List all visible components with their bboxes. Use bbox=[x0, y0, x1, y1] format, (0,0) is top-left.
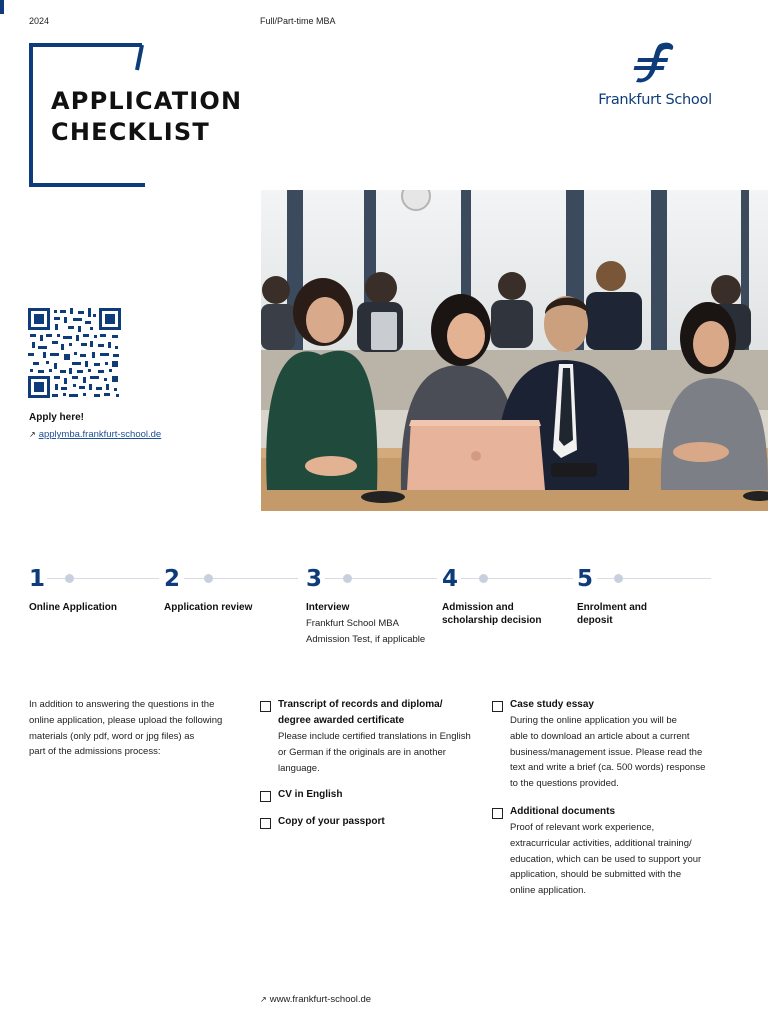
arrow-northeast-icon: ↗ bbox=[29, 430, 36, 439]
step-number: 5 bbox=[577, 566, 594, 592]
checklist-item-passport bbox=[260, 814, 485, 830]
checklist-item-title: Additional documents bbox=[510, 805, 615, 817]
step-dot bbox=[65, 574, 74, 583]
checklist-item-desc: Please include certified translations in English or German if the originals are in another language. bbox=[278, 731, 471, 774]
step-number: 1 bbox=[29, 566, 46, 592]
intro-text: In addition to answering the questions in the online application, please upload the following materials (only pdf, word or jpg files) as part of the admissions process: bbox=[29, 699, 223, 758]
checklist-left bbox=[260, 697, 485, 841]
step-number: 4 bbox=[442, 566, 459, 592]
step-connector bbox=[461, 578, 573, 579]
qr-code[interactable] bbox=[28, 308, 121, 398]
step-1 bbox=[29, 566, 45, 592]
apply-title: Apply here! bbox=[29, 412, 85, 423]
apply-link[interactable] bbox=[29, 429, 161, 440]
page-title-line1: APPLICATION bbox=[51, 87, 243, 115]
frankfurt-school-logo bbox=[598, 40, 712, 114]
corner-mark bbox=[0, 0, 4, 14]
step-connector bbox=[184, 578, 298, 579]
step-sub: Frankfurt School MBA Admission Test, if applicable bbox=[306, 618, 426, 645]
step-label: Admission and scholarship decision bbox=[442, 602, 542, 626]
checkbox-icon[interactable] bbox=[260, 791, 271, 802]
checklist-item-title: Transcript of records and diploma/ degree awarded certificate bbox=[278, 699, 443, 726]
step-2 bbox=[164, 566, 180, 592]
checkbox-icon[interactable] bbox=[260, 818, 271, 829]
checklist-item-cv bbox=[260, 787, 485, 803]
step-dot bbox=[204, 574, 213, 583]
checkbox-icon[interactable] bbox=[492, 808, 503, 819]
step-connector bbox=[47, 578, 159, 579]
step-number: 2 bbox=[164, 566, 181, 592]
checklist-item-case-study bbox=[492, 697, 732, 792]
checkbox-icon[interactable] bbox=[492, 701, 503, 712]
checklist-item-title: CV in English bbox=[278, 789, 343, 801]
step-number: 3 bbox=[306, 566, 323, 592]
step-dot bbox=[343, 574, 352, 583]
apply-link-text[interactable]: applymba.frankfurt-school.de bbox=[38, 429, 162, 440]
step-4 bbox=[442, 566, 458, 592]
step-label: Application review bbox=[164, 602, 253, 613]
step-label: Online Application bbox=[29, 602, 117, 613]
process-steps bbox=[29, 566, 719, 656]
step-label: Interview bbox=[306, 602, 350, 613]
logo-mark-icon bbox=[632, 40, 678, 86]
page-title-line2: CHECKLIST bbox=[51, 118, 210, 146]
step-connector bbox=[325, 578, 437, 579]
meta-program: Full/Part-time MBA bbox=[260, 16, 336, 26]
checklist-right bbox=[492, 697, 732, 910]
step-3 bbox=[306, 566, 322, 592]
step-5 bbox=[577, 566, 593, 592]
step-dot bbox=[479, 574, 488, 583]
hero-photo bbox=[261, 190, 768, 511]
checklist-item-additional bbox=[492, 804, 732, 899]
checklist-item-title: Copy of your passport bbox=[278, 816, 385, 828]
arrow-northeast-icon: ↗ bbox=[260, 995, 267, 1004]
step-label: Enrolment and deposit bbox=[577, 602, 648, 626]
step-dot bbox=[614, 574, 623, 583]
checklist-item-desc: During the online application you will be able to download an article about a current business/management issue. Please read the text and write a brief (ca. 500 words) response to the questions provided. bbox=[510, 715, 706, 790]
checklist-item-title: Case study essay bbox=[510, 699, 594, 710]
checklist-item-desc: Proof of relevant work experience, extracurricular activities, additional training/ education, which can be used to support your application, should be submitted with the online application. bbox=[510, 821, 702, 897]
logo-text: Frankfurt School bbox=[598, 92, 712, 108]
checklist-item-transcript bbox=[260, 697, 485, 776]
footer-link-text[interactable]: www.frankfurt-school.de bbox=[269, 994, 372, 1005]
footer-link[interactable] bbox=[260, 994, 371, 1005]
page-title bbox=[51, 86, 242, 148]
checkbox-icon[interactable] bbox=[260, 701, 271, 712]
meta-year: 2024 bbox=[29, 16, 50, 26]
